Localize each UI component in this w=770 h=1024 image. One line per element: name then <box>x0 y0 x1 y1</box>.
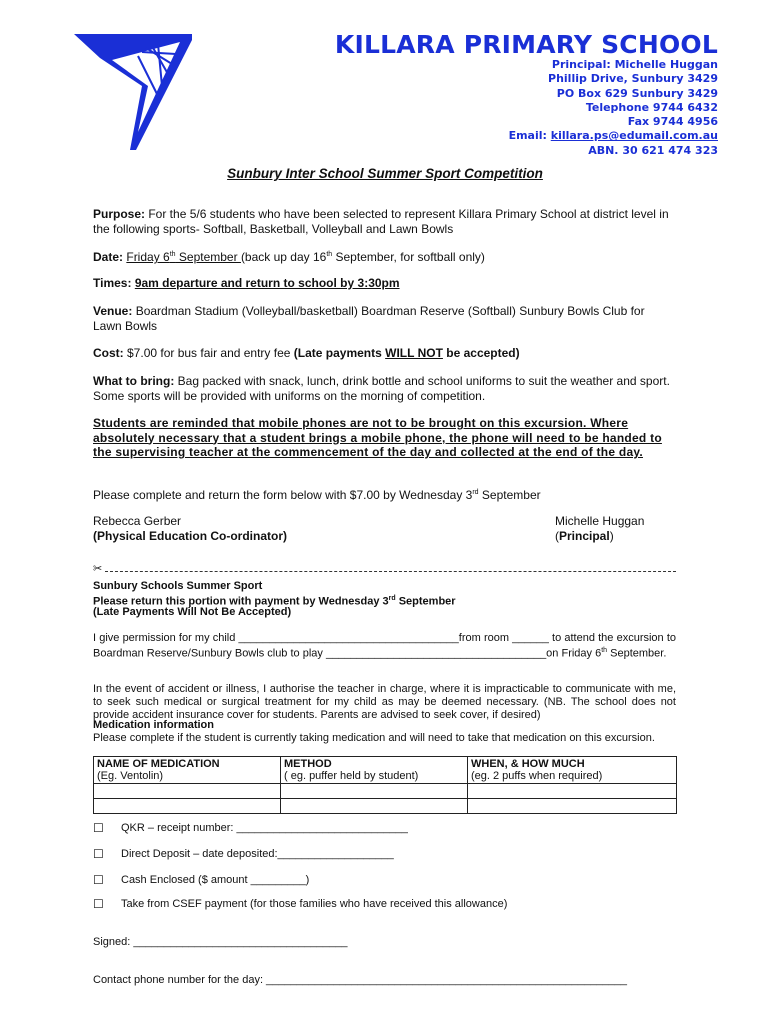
address-line-1: Phillip Drive, Sunbury 3429 <box>548 72 718 86</box>
medication-name-example: (Eg. Ventolin) <box>97 770 164 782</box>
medication-method-input[interactable] <box>281 784 468 799</box>
slip-heading-3: (Late Payments Will Not Be Accepted) <box>93 606 292 618</box>
medication-method-header: METHOD <box>284 758 332 770</box>
medication-method-example: ( eg. puffer held by student) <box>284 770 419 782</box>
signed-field[interactable]: Signed: ___________________________________ <box>93 936 348 948</box>
date-day-sup: th <box>169 251 176 258</box>
times-paragraph <box>93 276 675 291</box>
document-title: Sunbury Inter School Summer Sport Competition <box>227 166 543 181</box>
mobile-phone-notice: Students are reminded that mobile phones are not to be brought on this excursion. Where absolutely necessary that a student brings a mobile phone, the phone will need to be handed to the supervising teacher at the commencement of the day and collected at the end of the day. <box>93 416 662 459</box>
school-contact-block <box>509 58 718 158</box>
date-label: Date: <box>93 250 124 264</box>
coordinator-role: (Physical Education Co-ordinator) <box>93 528 288 543</box>
medication-name-header: NAME OF MEDICATION <box>97 758 220 770</box>
date-day-text: Friday 6 <box>126 250 170 264</box>
slip-heading-2-sup: rd <box>388 595 396 602</box>
cost-label: Cost: <box>93 346 124 360</box>
email-line <box>509 129 718 143</box>
permission-paragraph <box>93 632 676 660</box>
email-label: Email: <box>508 129 551 143</box>
date-day <box>126 250 241 264</box>
slip-heading-1: Sunbury Schools Summer Sport <box>93 580 263 592</box>
slip-heading-2-text: Please return this portion with payment by Wednesday 3 <box>93 595 389 608</box>
medication-table-row <box>94 799 677 814</box>
permission-text-a: I give permission for my child ____________________________________from room ______ to attend the excursion to Boardman Reserve/Sunbury Bowls club to play ____________________________________on Friday 6 <box>93 632 676 660</box>
cut-line <box>93 563 676 576</box>
slip-heading-2-tail: September <box>395 595 456 608</box>
principal-line: Principal: Michelle Huggan <box>551 58 718 71</box>
medication-heading: Medication information <box>93 719 214 731</box>
payment-option-label: Direct Deposit – date deposited:___________________ <box>121 848 394 860</box>
coordinator-signature <box>93 514 287 543</box>
medication-table <box>93 756 677 814</box>
times-text: 9am departure and return to school by 3:30pm <box>134 276 400 290</box>
checkbox-icon[interactable]: ☐ <box>93 897 104 911</box>
return-text-a: Please complete and return the form below with $7.00 by Wednesday 3 <box>93 488 473 502</box>
bring-text: Bag packed with snack, lunch, drink bottle and school uniforms to suit the weather and sport. Some sports will be provided with uniforms on the morning of competition. <box>93 374 670 403</box>
cost-late-b: be accepted) <box>442 346 520 360</box>
address-line-2: PO Box 629 Sunbury 3429 <box>556 86 718 100</box>
payment-option-label: Cash Enclosed ($ amount _________) <box>121 874 310 886</box>
medication-name-input[interactable] <box>94 784 281 799</box>
principal-name: Michelle Huggan <box>555 514 645 528</box>
payment-option-label: Take from CSEF payment (for those families who have received this allowance) <box>121 898 508 910</box>
email-link[interactable]: killara.ps@edumail.com.au <box>550 129 718 143</box>
medication-table-header-row <box>94 757 677 784</box>
venue-paragraph <box>93 304 675 333</box>
school-name: KILLARA PRIMARY SCHOOL <box>334 30 718 59</box>
permission-sup: th <box>601 646 608 654</box>
accident-paragraph: In the event of accident or illness, I authorise the teacher in charge, where it is impracticable to communicate with me, to seek such medical or surgical treatment for my child as may be deemed necessary. (NB. The school does not provide accident insurance cover for students. Parents are advised to seek cover, if desired) <box>93 683 676 721</box>
permission-text-b: September. <box>607 647 667 660</box>
checkbox-icon[interactable]: ☐ <box>93 821 104 835</box>
purpose-label: Purpose: <box>93 207 146 221</box>
purpose-paragraph <box>93 207 675 236</box>
coordinator-name: Rebecca Gerber <box>93 514 182 528</box>
medication-name-input[interactable] <box>94 799 281 814</box>
checkbox-icon[interactable]: ☐ <box>93 847 104 861</box>
abn-line: ABN. 30 621 474 323 <box>588 143 718 157</box>
bring-label: What to bring: <box>93 374 175 388</box>
cost-text: $7.00 for bus fair and entry fee <box>123 346 294 360</box>
date-backup-b: September, for softball only) <box>332 250 485 264</box>
medication-when-header: WHEN, & HOW MUCH <box>471 758 585 770</box>
medication-name-cell <box>94 757 281 784</box>
bring-paragraph <box>93 374 675 403</box>
principal-role-text: Principal <box>559 528 610 543</box>
purpose-text: For the 5/6 students who have been selected to represent Killara Primary School at district level in the following sports- Softball, Basketball, Volleyball and Lawn Bowls <box>93 207 669 236</box>
venue-label: Venue: <box>93 304 133 318</box>
venue-text: Boardman Stadium (Volleyball/basketball) Boardman Reserve (Softball) Sunbury Bowls Club for Lawn Bowls <box>93 304 645 333</box>
contact-phone-field[interactable]: Contact phone number for the day: ___________________________________________________________ <box>93 974 627 986</box>
checkbox-icon[interactable]: ☐ <box>93 873 104 887</box>
date-paragraph <box>93 248 675 265</box>
date-day-tail: September <box>175 250 241 264</box>
return-paragraph <box>93 486 675 503</box>
cost-paragraph <box>93 346 675 361</box>
telephone-line: Telephone 9744 6432 <box>585 100 718 114</box>
scissors-icon: ✂ <box>93 563 103 575</box>
medication-when-input[interactable] <box>468 784 677 799</box>
cost-late-a: (Late payments <box>293 346 386 360</box>
cost-late-will-not: WILL NOT <box>385 346 443 360</box>
school-logo <box>72 30 194 154</box>
principal-signature <box>555 514 644 543</box>
principal-role-close: ) <box>609 528 614 543</box>
medication-method-input[interactable] <box>281 799 468 814</box>
medication-when-cell <box>468 757 677 784</box>
medication-instructions: Please complete if the student is currently taking medication and will need to take that medication on this excursion. <box>93 732 655 744</box>
return-sup: rd <box>472 489 479 496</box>
date-backup-sup: th <box>326 251 333 258</box>
principal-role-open: ( <box>555 528 559 543</box>
dashed-divider <box>105 571 676 572</box>
date-backup-a: (back up day 16 <box>240 250 327 264</box>
medication-when-input[interactable] <box>468 799 677 814</box>
fax-line: Fax 9744 4956 <box>627 115 718 129</box>
payment-option-label: QKR – receipt number: ____________________________ <box>121 822 408 834</box>
medication-method-cell <box>281 757 468 784</box>
return-text-b: September <box>478 488 541 502</box>
principal-role <box>555 529 644 544</box>
medication-when-example: (eg. 2 puffs when required) <box>471 770 603 782</box>
medication-table-row <box>94 784 677 799</box>
times-label: Times: <box>93 276 132 290</box>
